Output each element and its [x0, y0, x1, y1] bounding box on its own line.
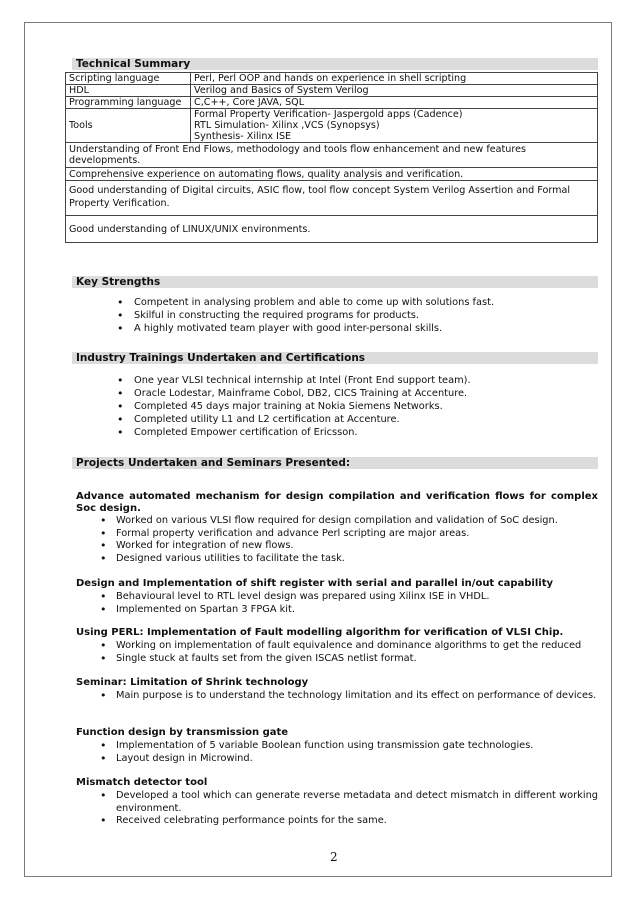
- bullet-icon: •: [117, 296, 124, 309]
- item-text: Formal property verification and advance Perl scripting are major areas.: [116, 527, 470, 539]
- item-text: Completed utility L1 and L2 certification at Accenture.: [134, 414, 400, 425]
- row-key: Tools: [66, 109, 191, 143]
- list-item: [100, 651, 598, 666]
- list-item: [100, 814, 598, 828]
- item-text: Skilful in constructing the required programs for products.: [134, 310, 420, 321]
- key-strengths-list: [117, 296, 495, 335]
- technical-summary-heading: Technical Summary: [72, 58, 598, 70]
- item-text: Oracle Lodestar, Mainframe Cobol, DB2, CICS Training at Accenture.: [134, 388, 468, 399]
- project-title: Seminar: Limitation of Shrink technology: [76, 677, 309, 688]
- trainings-heading: Industry Trainings Undertaken and Certifications: [72, 352, 598, 364]
- bullet-icon: •: [100, 814, 107, 827]
- project-title: Using PERL: Implementation of Fault modelling algorithm for verification of VLSI Chip.: [76, 627, 564, 638]
- table-row: [66, 97, 598, 109]
- bullet-icon: •: [117, 322, 124, 335]
- row-value: Perl, Perl OOP and hands on experience in shell scripting: [191, 73, 598, 85]
- list-item: [100, 602, 598, 617]
- bullet-icon: •: [100, 789, 107, 802]
- list-item: [100, 590, 598, 604]
- item-text: Developed a tool which can generate reverse metadata and detect mismatch in different working environment.: [116, 790, 598, 814]
- item-text: Single stuck at faults set from the given ISCAS netlist format.: [116, 652, 417, 664]
- bullet-icon: •: [117, 309, 124, 322]
- project-items: [100, 590, 598, 616]
- item-text: Implementation of 5 variable Boolean function using transmission gate technologies.: [116, 740, 534, 751]
- item-text: Completed Empower certification of Ericsson.: [134, 427, 358, 438]
- table-row: [66, 181, 598, 216]
- item-text: Worked on various VLSI flow required for design compilation and validation of SoC design.: [116, 515, 558, 526]
- trainings-list: [117, 374, 471, 439]
- list-item: [117, 309, 494, 322]
- item-text: Layout design in Microwind.: [116, 752, 253, 764]
- bullet-icon: •: [117, 426, 124, 439]
- list-item: [100, 639, 598, 653]
- list-item: [100, 751, 598, 766]
- project-title: Function design by transmission gate: [76, 727, 289, 738]
- list-item: [100, 789, 598, 815]
- bullet-icon: •: [100, 739, 107, 752]
- item-text: Main purpose is to understand the technology limitation and its effect on performance of devices.: [116, 690, 597, 701]
- page-number: 2: [330, 850, 338, 864]
- list-item: [100, 539, 598, 553]
- bullet-icon: •: [117, 400, 124, 413]
- item-text: Implemented on Spartan 3 FPGA kit.: [116, 603, 295, 615]
- bullet-icon: •: [117, 387, 124, 400]
- bullet-icon: •: [100, 514, 107, 527]
- bullet-icon: •: [100, 751, 107, 765]
- tools-line: RTL Simulation- Xilinx ,VCS (Synopsys): [194, 120, 380, 131]
- bullet-icon: •: [100, 590, 107, 603]
- item-text: A highly motivated team player with good inter-personal skills.: [134, 323, 443, 334]
- table-row: [66, 109, 598, 143]
- row-value: C,C++, Core JAVA, SQL: [191, 97, 598, 109]
- row-value: [191, 109, 598, 143]
- tools-line: Synthesis- Xilinx ISE: [194, 131, 292, 142]
- bullet-icon: •: [100, 539, 107, 552]
- bullet-icon: •: [100, 602, 107, 616]
- table-row: [66, 85, 598, 97]
- technical-summary-table: [65, 72, 598, 243]
- tools-line: Formal Property Verification- Jaspergold apps (Cadence): [194, 109, 463, 120]
- row-value: Verilog and Basics of System Verilog: [191, 85, 598, 97]
- list-item: [117, 296, 495, 309]
- item-text: Working on implementation of fault equivalence and dominance algorithms to get the reduced: [116, 640, 582, 651]
- full-row: Understanding of Front End Flows, methodology and tools flow enhancement and new features developments.: [66, 143, 598, 168]
- list-item: [117, 322, 494, 335]
- table-row: [66, 73, 598, 85]
- bullet-icon: •: [100, 551, 107, 565]
- list-item: [117, 400, 471, 413]
- full-row: Good understanding of Digital circuits, ASIC flow, tool flow concept System Verilog Assertion and Formal Property Verification.: [66, 181, 598, 216]
- bullet-icon: •: [117, 374, 124, 387]
- table-row: [66, 216, 598, 243]
- item-text: Behavioural level to RTL level design was prepared using Xilinx ISE in VHDL.: [116, 591, 490, 602]
- item-text: Designed various utilities to facilitate the task.: [116, 552, 345, 564]
- bullet-icon: •: [100, 689, 107, 702]
- list-item: [117, 374, 471, 387]
- item-text: Competent in analysing problem and able to come up with solutions fast.: [134, 297, 495, 308]
- list-item: [100, 551, 598, 566]
- item-text: Completed 45 days major training at Nokia Siemens Networks.: [134, 401, 443, 412]
- row-key: Programming language: [66, 97, 191, 109]
- project-items: [100, 689, 598, 703]
- list-item: [100, 739, 598, 753]
- project-title: Advance automated mechanism for design compilation and verification flows for complex Soc design.: [76, 491, 598, 514]
- row-key: Scripting language: [66, 73, 191, 85]
- list-item: [100, 526, 598, 541]
- project-items: [100, 639, 598, 665]
- projects-heading: Projects Undertaken and Seminars Presented:: [72, 457, 598, 469]
- item-text: Worked for integration of new flows.: [116, 540, 294, 551]
- list-item: [117, 413, 471, 426]
- project-items: [100, 739, 598, 765]
- full-row: Comprehensive experience on automating flows, quality analysis and verification.: [66, 168, 598, 181]
- project-title: Mismatch detector tool: [76, 777, 208, 788]
- project-items: [100, 514, 598, 565]
- list-item: [100, 689, 598, 703]
- key-strengths-heading: Key Strengths: [72, 276, 598, 288]
- project-title: Design and Implementation of shift register with serial and parallel in/out capability: [76, 578, 554, 589]
- bullet-icon: •: [100, 651, 107, 665]
- table-row: [66, 168, 598, 181]
- table-row: [66, 143, 598, 168]
- full-row: Good understanding of LINUX/UNIX environments.: [66, 216, 598, 243]
- bullet-icon: •: [117, 413, 124, 426]
- list-item: [100, 514, 598, 528]
- bullet-icon: •: [100, 639, 107, 652]
- project-items: [100, 789, 598, 828]
- list-item: [117, 426, 471, 439]
- item-text: One year VLSI technical internship at Intel (Front End support team).: [134, 375, 471, 386]
- item-text: Received celebrating performance points for the same.: [116, 815, 387, 826]
- row-key: HDL: [66, 85, 191, 97]
- list-item: [117, 387, 471, 400]
- bullet-icon: •: [100, 526, 107, 540]
